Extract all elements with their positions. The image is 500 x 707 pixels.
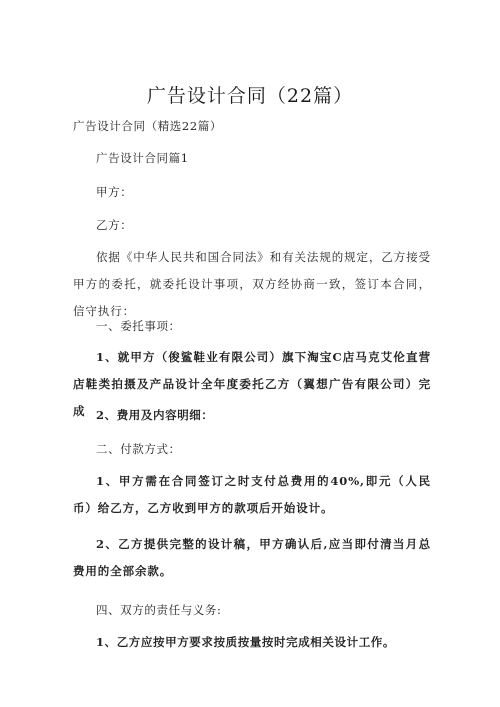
item-2-2-paragraph: 2、乙方提供完整的设计稿，甲方确认后,应当即付清当月总费用的全部余款。 — [73, 537, 431, 578]
item-1-2-line: 2、费用及内容明细： — [96, 408, 214, 422]
item-2-heading: 二、付款方式： — [96, 442, 181, 456]
document-subtitle: 广告设计合同（精选22篇） — [73, 119, 222, 133]
intro-paragraph: 依据《中华人民共和国合同法》和有关法规的规定，乙方接受甲方的委托，就委托设计事项，双方经协商一致，签订本合同，信守执行： — [73, 250, 431, 318]
party-a-label: 甲方： — [96, 185, 133, 199]
party-b-label: 乙方： — [96, 218, 133, 232]
item-4-1-line: 1、乙方应按甲方要求按质按量按时完成相关设计工作。 — [96, 635, 395, 649]
section-heading: 广告设计合同篇1 — [96, 151, 189, 165]
item-4-heading: 四、双方的责任与义务: — [96, 603, 222, 617]
document-title: 广告设计合同（22篇） — [146, 85, 354, 107]
item-2-1-paragraph: 1、甲方需在合同签订之时支付总费用的40%,即元（人民币）给乙方，乙方收到甲方的款项后开始设计。 — [73, 474, 431, 515]
item-1-1-paragraph: 1、就甲方（俊鲨鞋业有限公司）旗下淘宝C店马克艾伦直营店鞋类拍摄及产品设计全年度委托乙方（翼想广告有限公司）完成 — [73, 350, 431, 418]
item-1-heading: 一、委托事项： — [96, 319, 181, 333]
